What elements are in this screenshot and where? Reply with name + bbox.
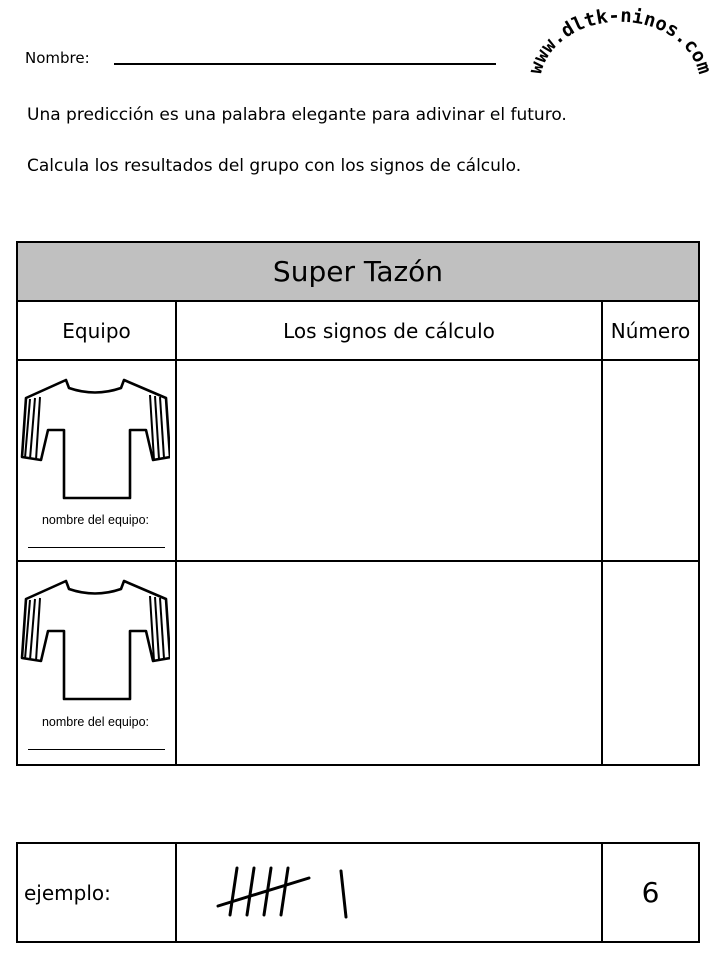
number-cell[interactable] <box>603 361 698 560</box>
tally-strike <box>218 878 309 906</box>
team-name-line[interactable] <box>28 749 165 750</box>
example-label: ejemplo: <box>24 880 111 905</box>
team-name-line[interactable] <box>28 547 165 548</box>
header-team: Equipo <box>62 318 131 343</box>
dltk-logo <box>520 0 720 90</box>
instruction-line-1: Una predicción es una palabra elegante para adivinar el futuro. <box>27 105 567 125</box>
team-name-label: nombre del equipo: <box>41 715 150 729</box>
tally-marks <box>208 860 388 930</box>
name-label: Nombre: <box>25 49 90 67</box>
header-number: Número <box>610 318 691 343</box>
example-box <box>16 842 700 943</box>
tally-stroke-6 <box>341 871 346 917</box>
tally-stroke-1 <box>230 868 237 915</box>
tally-stroke-2 <box>247 868 254 915</box>
logo-text: www.dltk-ninos.com <box>524 4 716 77</box>
example-divider-1 <box>175 844 177 941</box>
name-input-line[interactable] <box>114 63 496 65</box>
signs-cell[interactable] <box>177 361 601 560</box>
example-number: 6 <box>641 876 660 909</box>
jersey-icon <box>20 576 170 706</box>
prediction-table <box>16 241 700 766</box>
tally-stroke-4 <box>281 868 288 915</box>
signs-cell[interactable] <box>177 562 601 764</box>
number-cell[interactable] <box>603 562 698 764</box>
header-signs: Los signos de cálculo <box>283 318 495 343</box>
jersey-icon <box>20 375 170 505</box>
instruction-line-2: Calcula los resultados del grupo con los signos de cálculo. <box>27 156 522 176</box>
table-title: Super Tazón <box>18 243 698 302</box>
team-name-label: nombre del equipo: <box>41 513 150 527</box>
